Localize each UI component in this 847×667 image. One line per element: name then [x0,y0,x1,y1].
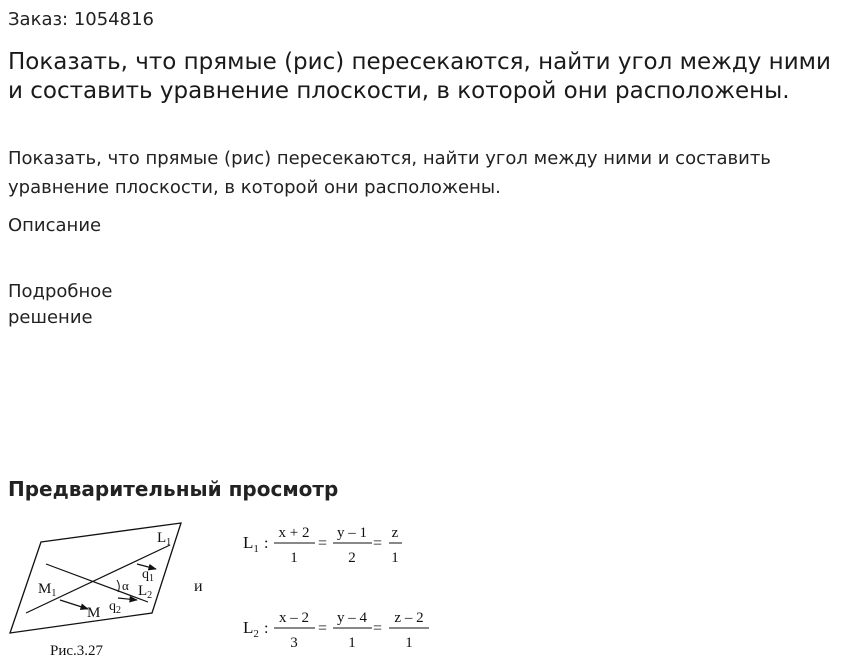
label-l2: $L_2$ [138,583,153,601]
order-number: Заказ: 1054816 [8,9,154,30]
svg-text:y – 4: y – 4 [337,610,367,626]
svg-text::: : [264,535,269,552]
preview-image [0,512,847,667]
svg-text:L1: $L_1$ [243,533,259,555]
svg-text:3: 3 [290,635,298,651]
svg-text:x – 2: x – 2 [279,610,309,626]
label-m1: $M_1$ [38,581,57,599]
task-description: Показать, что прямые (рис) пересекаются, найти угол между ними и составить уравнение плоскости, в которой они расположены. [8,148,771,198]
label-l1: $L_1$ [157,530,172,548]
label-q2: $q_2$ [109,599,121,616]
svg-text:=: = [318,620,328,637]
description-label: Описание [8,215,102,236]
svg-text:2: 2 [348,550,356,566]
svg-text:=: = [373,620,383,637]
svg-text:z: z [391,525,399,541]
svg-text:1: 1 [290,550,298,566]
svg-text:y – 1: y – 1 [337,525,367,541]
conjunction-text: и [194,578,203,595]
svg-text:z – 2: z – 2 [394,610,424,626]
figure-caption: Рис.3.27 [50,643,104,659]
svg-text:1: 1 [405,635,413,651]
preview-heading: Предварительный просмотр [8,477,339,501]
page-title: Показать, что прямые (рис) пересекаются, найти угол между ними и составить уравнение плоскости, в которой они расположены. [8,49,831,104]
solution-label: Подробное решение [8,281,113,328]
vector-q2 [118,598,137,600]
svg-text:L2: $L_2$ [243,618,259,640]
label-alpha: α [122,578,129,593]
vector-m1m [60,600,88,609]
equation-l2 [243,610,429,651]
equation-l1 [243,525,402,566]
svg-text::: : [264,620,269,637]
label-m: M [87,605,101,621]
svg-text:=: = [318,535,328,552]
svg-text:1: 1 [391,550,399,566]
svg-text:1: 1 [348,635,356,651]
label-q1: $q_1$ [142,567,154,584]
svg-text:x + 2: x + 2 [278,525,310,541]
svg-text:=: = [373,535,383,552]
